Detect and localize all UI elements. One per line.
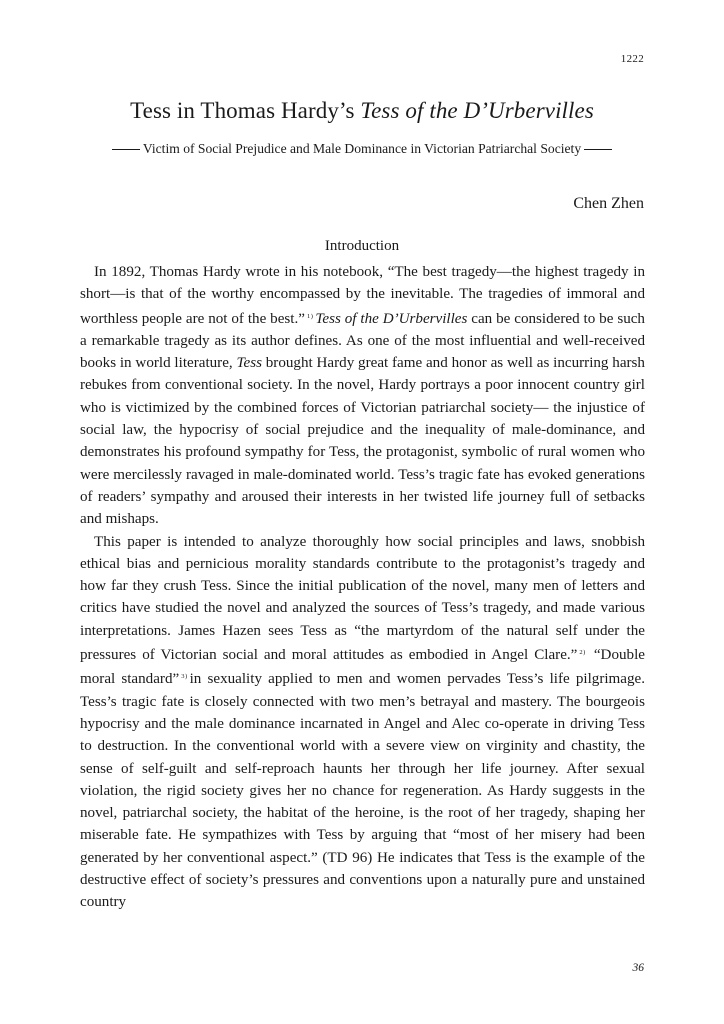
title-work: Tess of the D’Urbervilles	[360, 98, 594, 123]
p1-work-title: Tess of the D’Urbervilles	[315, 310, 468, 327]
section-heading: Introduction	[324, 238, 400, 254]
subtitle-rule-left	[112, 149, 140, 150]
p2-text-b: “Double moral standard”	[80, 647, 645, 688]
paper-title	[0, 98, 724, 124]
footnote-ref-3: 3)	[181, 673, 188, 681]
p1-text-a: In 1892, Thomas Hardy wrote in his notebook, “The best tragedy—the highest tragedy in short—is that of the worthy encompassed by the inevitable. The tragedies of immoral and worthless people are not of the best.”	[80, 264, 645, 327]
page-number-top: 1222	[620, 53, 644, 65]
p1-text-b: can be considered to be such a remarkable tragedy as its author defines. As one of the most influential and well-received books in world literature,	[80, 310, 645, 372]
author-name: Chen Zhen	[573, 195, 644, 212]
paragraph-1	[80, 261, 645, 531]
footnote-ref-1: 1)	[306, 312, 314, 320]
paper-subtitle	[0, 141, 724, 157]
body-text	[80, 261, 645, 914]
p1-work-short: Tess	[236, 355, 262, 372]
subtitle-rule-right	[584, 149, 612, 150]
p2-text-a: This paper is intended to analyze thoroughly how social principles and laws, snobbish ethical bias and pernicious morality standards contribute to the protagonist’s tragedy and how far they crush Tess. Since the initial publication of the novel, many men of letters and critics have studied the novel and analyzed the sources of Tess’s tragedy, and made various interpretations. James Hazen sees Tess as “the martyrdom of the natural self under the pressures of Victorian social and moral attitudes as embodied in Angel Clare.”	[80, 533, 645, 664]
p2-text-c: in sexuality applied to men and women pervades Tess’s life pilgrimage. Tess’s tragic fate is closely connected with two men’s betrayal and mastery. The bourgeois hypocrisy and the male dominance incarnated in Angel and Alec co-operate in driving Tess to destruction. In the conventional world with a severe view on virginity and chastity, the sense of self-guilt and self-reproach haunts her through her life journey. After sexual violation, the rigid society gives her no chance for regeneration. As Hardy suggests in the novel, patriarchal society, the habitat of the heroine, is the root of her tragedy, shaping her miserable fate. He sympathizes with Tess by arguing that “most of her misery had been generated by her conventional aspect.” (TD 96) He indicates that Tess is the example of the destructive effect of society’s pressures and conventions upon a naturally pure and unstained country	[80, 671, 645, 911]
title-text: Tess in Thomas Hardy’s	[130, 98, 361, 123]
p1-text-c: brought Hardy great fame and honor as well as incurring harsh rebukes from conventional society. In the novel, Hardy portrays a poor innocent country girl who is victimized by the combined forces of Victorian patriarchal society— the injustice of social law, the hypocrisy of social prejudice and the inequality of male-dominance, and demonstrates his profound sympathy for Tess, the protagonist, symbolic of rural women who were mercilessly ravaged in male-dominated world. Tess’s tragic fate has evoked generations of readers’ sympathy and aroused their interests in her twisted life journey full of setbacks and mishaps.	[80, 355, 645, 528]
footnote-ref-2: 2)	[579, 649, 586, 657]
paragraph-2	[80, 531, 645, 914]
page-number-bottom: 36	[632, 962, 644, 974]
subtitle-text: Victim of Social Prejudice and Male Dominance in Victorian Patriarchal Society	[142, 141, 582, 156]
